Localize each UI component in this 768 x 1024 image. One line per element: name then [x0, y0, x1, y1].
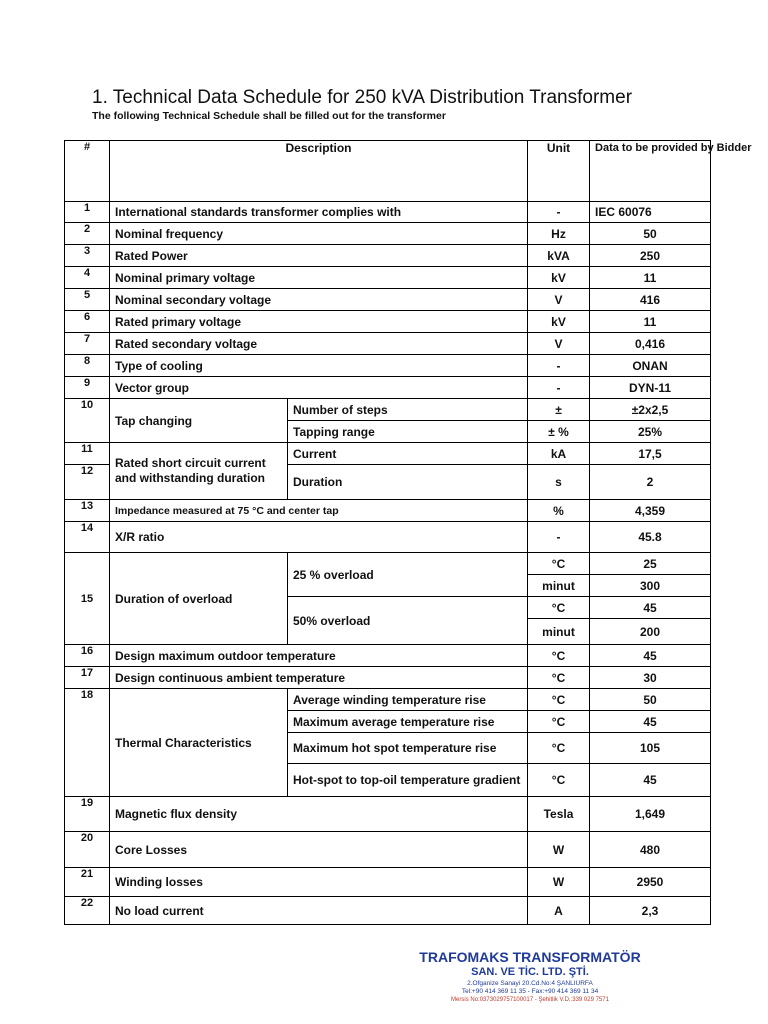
row-sub-description: Tapping range	[288, 421, 528, 443]
row-sub-description: Duration	[288, 465, 528, 500]
row-unit: kV	[528, 311, 590, 333]
row-value: 30	[590, 667, 711, 689]
row-sub-description: Current	[288, 443, 528, 465]
row-number: 6	[65, 311, 110, 333]
row-value: 50	[590, 223, 711, 245]
row-sub-description: Average winding temperature rise	[288, 689, 528, 711]
row-unit: W	[528, 868, 590, 897]
row-value: DYN-11	[590, 377, 711, 399]
table-row	[65, 553, 711, 575]
row-sub-description: Hot-spot to top-oil temperature gradient	[288, 764, 528, 797]
row-unit: kVA	[528, 245, 590, 267]
row-value: 45	[590, 711, 711, 733]
row-number: 8	[65, 355, 110, 377]
row-description: Winding losses	[110, 868, 528, 897]
row-value: 2,3	[590, 897, 711, 925]
table-row	[65, 223, 711, 245]
row-description: Rated short circuit current and withstanding duration	[110, 443, 288, 500]
row-description: Rated primary voltage	[110, 311, 528, 333]
row-description: Magnetic flux density	[110, 797, 528, 832]
row-unit: V	[528, 289, 590, 311]
row-unit: °C	[528, 711, 590, 733]
row-number: 10	[65, 399, 110, 443]
row-unit: minut	[528, 575, 590, 597]
row-description: Design continuous ambient temperature	[110, 667, 528, 689]
row-number: 5	[65, 289, 110, 311]
row-value: 4,359	[590, 500, 711, 522]
row-unit: ±	[528, 399, 590, 421]
row-value: 0,416	[590, 333, 711, 355]
row-description: Impedance measured at 75 °C and center tap	[110, 500, 528, 522]
row-unit: °C	[528, 689, 590, 711]
row-number: 3	[65, 245, 110, 267]
row-description: Thermal Characteristics	[110, 689, 288, 797]
row-description: Nominal secondary voltage	[110, 289, 528, 311]
stamp-company-type: SAN. VE TİC. LTD. ŞTİ.	[471, 966, 589, 978]
header-number: #	[65, 141, 110, 202]
table-row	[65, 500, 711, 522]
row-unit: W	[528, 832, 590, 868]
row-unit: kA	[528, 443, 590, 465]
stamp-registry: Mersis No:0373029757100017 - Şehitlik V.D.:339 029 7571	[451, 997, 609, 1003]
row-description: Tap changing	[110, 399, 288, 443]
row-value: 105	[590, 733, 711, 764]
row-number: 13	[65, 500, 110, 522]
row-value: 1,649	[590, 797, 711, 832]
row-number: 21	[65, 868, 110, 897]
row-unit: Tesla	[528, 797, 590, 832]
table-row	[65, 355, 711, 377]
row-sub-description: Maximum average temperature rise	[288, 711, 528, 733]
row-unit: s	[528, 465, 590, 500]
row-unit: Hz	[528, 223, 590, 245]
row-value: 11	[590, 267, 711, 289]
row-value: 416	[590, 289, 711, 311]
header-unit: Unit	[528, 141, 590, 202]
row-description: X/R ratio	[110, 522, 528, 553]
row-unit: °C	[528, 764, 590, 797]
header-row	[65, 141, 711, 202]
header-description: Description	[110, 141, 528, 202]
row-value: 2	[590, 465, 711, 500]
row-sub-description: Maximum hot spot temperature rise	[288, 733, 528, 764]
company-stamp	[400, 948, 660, 1004]
row-description: Nominal frequency	[110, 223, 528, 245]
row-value: 45	[590, 764, 711, 797]
row-unit: -	[528, 355, 590, 377]
row-number: 14	[65, 522, 110, 553]
row-unit: °C	[528, 733, 590, 764]
row-value: 2950	[590, 868, 711, 897]
row-number: 22	[65, 897, 110, 925]
row-number: 20	[65, 832, 110, 868]
row-number: 18	[65, 689, 110, 797]
document-title: 1. Technical Data Schedule for 250 kVA Distribution Transformer	[92, 87, 633, 108]
stamp-phone: Tel:+90 414 369 11 35 - Fax:+90 414 369 11 34	[461, 988, 599, 995]
table-row	[65, 667, 711, 689]
row-unit: -	[528, 522, 590, 553]
row-description: International standards transformer complies with	[110, 202, 528, 223]
table-row	[65, 645, 711, 667]
row-unit: °C	[528, 553, 590, 575]
row-value: ONAN	[590, 355, 711, 377]
row-number: 4	[65, 267, 110, 289]
row-unit: °C	[528, 667, 590, 689]
row-number: 16	[65, 645, 110, 667]
table-row	[65, 377, 711, 399]
row-number: 15	[65, 553, 110, 645]
row-unit: %	[528, 500, 590, 522]
row-number: 11	[65, 443, 110, 465]
row-description: Type of cooling	[110, 355, 528, 377]
table-row	[65, 202, 711, 223]
row-unit: minut	[528, 619, 590, 645]
row-unit: ± %	[528, 421, 590, 443]
header-bidder-data: Data to be provided by Bidder	[590, 141, 711, 202]
table-row	[65, 443, 711, 465]
row-number: 1	[65, 202, 110, 223]
row-unit: A	[528, 897, 590, 925]
table-row	[65, 797, 711, 832]
row-value: 300	[590, 575, 711, 597]
table-row	[65, 267, 711, 289]
table-row	[65, 868, 711, 897]
table-row	[65, 832, 711, 868]
row-description: Rated secondary voltage	[110, 333, 528, 355]
row-value: 250	[590, 245, 711, 267]
row-value: 11	[590, 311, 711, 333]
row-unit: -	[528, 202, 590, 223]
row-value: 45	[590, 645, 711, 667]
table-row	[65, 333, 711, 355]
row-unit: V	[528, 333, 590, 355]
row-value: 17,5	[590, 443, 711, 465]
row-number: 12	[65, 465, 110, 500]
row-value: 480	[590, 832, 711, 868]
row-value: IEC 60076	[590, 202, 711, 223]
table-row	[65, 897, 711, 925]
table-row	[65, 399, 711, 421]
row-value: 50	[590, 689, 711, 711]
row-description: Design maximum outdoor temperature	[110, 645, 528, 667]
row-description: Nominal primary voltage	[110, 267, 528, 289]
row-description: Vector group	[110, 377, 528, 399]
row-value: ±2x2,5	[590, 399, 711, 421]
row-unit: -	[528, 377, 590, 399]
row-description: Duration of overload	[110, 553, 288, 645]
stamp-address: 2.Ofganize Sanayi 20.Cd.No:4 ŞANLIURFA	[467, 980, 593, 987]
row-value: 25	[590, 553, 711, 575]
row-description: Rated Power	[110, 245, 528, 267]
row-unit: °C	[528, 597, 590, 619]
table-row	[65, 522, 711, 553]
row-description: No load current	[110, 897, 528, 925]
table-row	[65, 245, 711, 267]
row-sub-description: 25 % overload	[288, 553, 528, 597]
document-subtitle: The following Technical Schedule shall be filled out for the transformer	[92, 110, 446, 122]
row-sub-description: Number of steps	[288, 399, 528, 421]
row-description: Core Losses	[110, 832, 528, 868]
row-value: 200	[590, 619, 711, 645]
row-number: 17	[65, 667, 110, 689]
row-number: 19	[65, 797, 110, 832]
table-row	[65, 689, 711, 711]
row-unit: kV	[528, 267, 590, 289]
row-sub-description: 50% overload	[288, 597, 528, 645]
row-number: 2	[65, 223, 110, 245]
row-number: 9	[65, 377, 110, 399]
table-row	[65, 289, 711, 311]
row-value: 45	[590, 597, 711, 619]
row-value: 45.8	[590, 522, 711, 553]
row-number: 7	[65, 333, 110, 355]
row-value: 25%	[590, 421, 711, 443]
row-unit: °C	[528, 645, 590, 667]
stamp-company: TRAFOMAKS TRANSFORMATÖR	[419, 949, 641, 965]
technical-data-table	[64, 140, 752, 925]
table-row	[65, 311, 711, 333]
